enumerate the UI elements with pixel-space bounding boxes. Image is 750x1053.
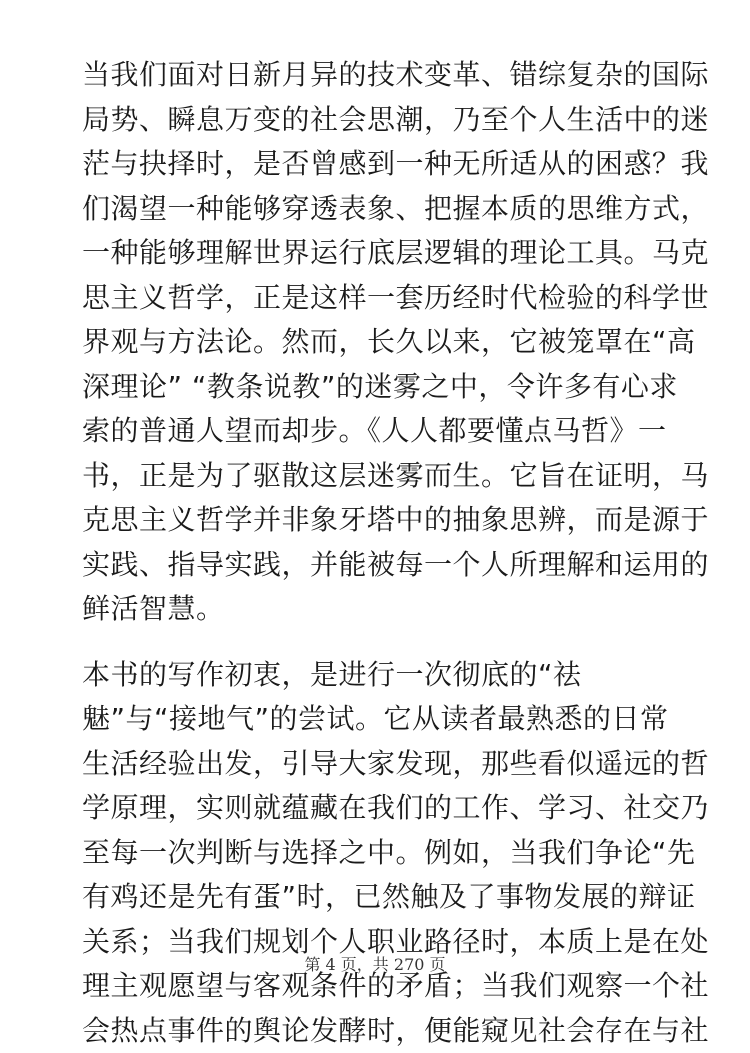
page-indicator: 第 4 页，共 270 页: [0, 952, 750, 975]
text-line: 茫与抉择时，是否曾感到一种无所适从的困惑？我: [82, 142, 682, 187]
text-line: 书，正是为了驱散这层迷雾而生。它旨在证明，马: [82, 454, 682, 499]
text-line: 学原理，实则就蕴藏在我们的工作、学习、社交乃: [82, 786, 682, 831]
text-line: 关系；当我们规划个人职业路径时，本质上是在处: [82, 920, 682, 965]
text-line: 局势、瞬息万变的社会思潮，乃至个人生活中的迷: [82, 98, 682, 143]
text-line: 实践、指导实践，并能被每一个人所理解和运用的: [82, 543, 682, 588]
text-line: 思主义哲学，正是这样一套历经时代检验的科学世: [82, 276, 682, 321]
text-line: 会热点事件的舆论发酵时，便能窥见社会存在与社: [82, 1009, 682, 1053]
text-line: 魅”与“接地气”的尝试。它从读者最熟悉的日常: [82, 697, 682, 742]
text-line: 当我们面对日新月异的技术变革、错综复杂的国际: [82, 53, 682, 98]
text-line: 理主观愿望与客观条件的矛盾；当我们观察一个社: [82, 964, 682, 1009]
text-line: 深理论” “教条说教”的迷雾之中，令许多有心求: [82, 365, 682, 410]
text-line: 克思主义哲学并非象牙塔中的抽象思辨，而是源于: [82, 498, 682, 543]
text-line: 一种能够理解世界运行底层逻辑的理论工具。马克: [82, 231, 682, 276]
document-body: [82, 53, 682, 1053]
text-line: 索的普通人望而却步。《人人都要懂点马哲》一: [82, 409, 682, 454]
text-line: 有鸡还是先有蛋”时，已然触及了事物发展的辩证: [82, 875, 682, 920]
text-line: 们渴望一种能够穿透表象、把握本质的思维方式，: [82, 187, 682, 232]
text-line: 鲜活智慧。: [82, 587, 682, 632]
text-line: 界观与方法论。然而，长久以来，它被笼罩在“高: [82, 320, 682, 365]
text-line: 生活经验出发，引导大家发现，那些看似遥远的哲: [82, 742, 682, 787]
paragraph-1: [82, 53, 682, 632]
paragraph-spacer: [82, 632, 682, 653]
text-line: 至每一次判断与选择之中。例如，当我们争论“先: [82, 831, 682, 876]
paragraph-2: [82, 653, 682, 1053]
text-line: 本书的写作初衷，是进行一次彻底的“祛: [82, 653, 682, 698]
